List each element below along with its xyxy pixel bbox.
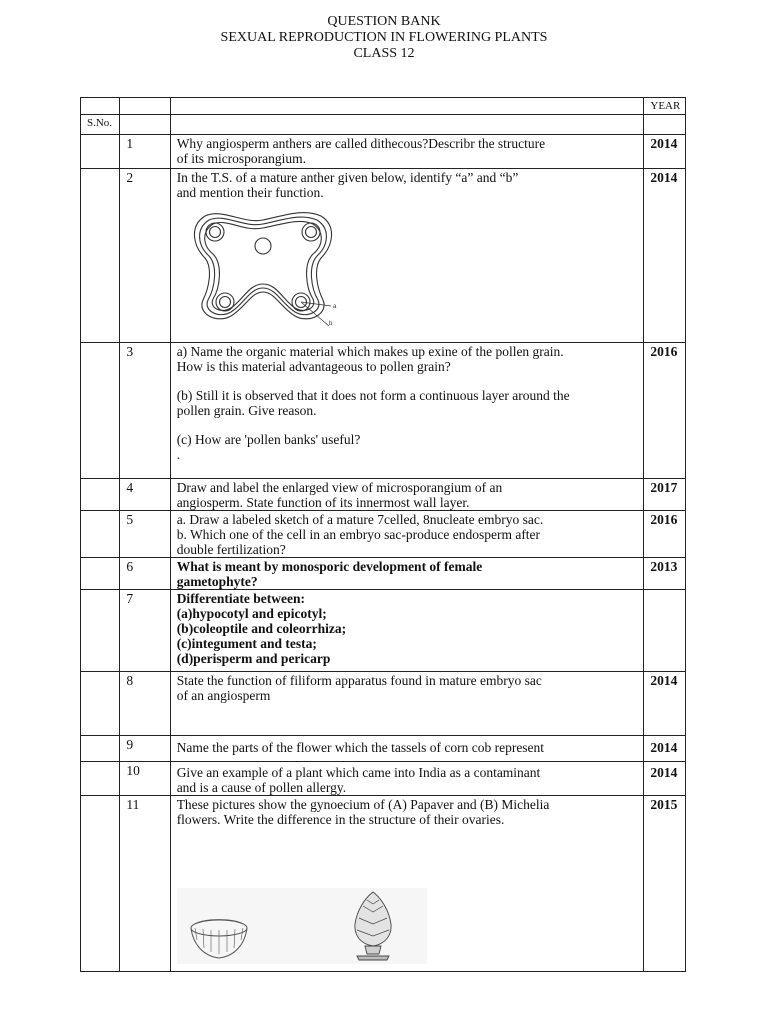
question-text: Give an example of a plant which came into India as a contaminant and is a cause of pollen allergy. [170,762,644,796]
question-year: 2014 [644,762,686,796]
question-year: 2015 [644,796,686,972]
question-number: 5 [120,511,170,558]
question-number: 1 [120,135,170,169]
anther-ts-figure [183,206,343,326]
table-row [81,762,686,796]
question-number: 10 [120,762,170,796]
question-year: 2017 [644,479,686,511]
header-title: QUESTION BANK [327,14,441,29]
table-row [81,511,686,558]
question-year: 2014 [644,169,686,343]
question-text: Why angiosperm anthers are called dithecous?Describr the structure of its microsporangium. [170,135,644,169]
table-row [81,343,686,479]
question-number: 9 [120,736,170,762]
question-text: In the T.S. of a mature anther given below, identify “a” and “b” and mention their function. a b [170,169,644,343]
question-text: Name the parts of the flower which the tassels of corn cob represent [170,736,644,762]
question-table [80,97,686,972]
table-row [81,736,686,762]
table-row [81,98,686,115]
question-text: a. Draw a labeled sketch of a mature 7celled, 8nucleate embryo sac. b. Which one of the cell in an embryo sac-produce endosperm after double fertilization? [170,511,644,558]
question-text: Differentiate between: (a)hypocotyl and epicotyl; (b)coleoptile and coleorrhiza; (c)integument and testa; (d)perisperm and pericarp [170,590,644,672]
question-text: a) Name the organic material which makes up exine of the pollen grain. How is this material advantageous to pollen grain? (b) Still it is observed that it does not form a continuous layer around the pollen grain. Give reason. (c) How are 'pollen banks' useful? . [170,343,644,479]
table-row [81,479,686,511]
question-year: 2014 [644,736,686,762]
question-text: State the function of filiform apparatus found in mature embryo sac of an angiosperm [170,672,644,736]
question-number: 6 [120,558,170,590]
question-year: 2013 [644,558,686,590]
question-number: 11 [120,796,170,972]
table-row [81,590,686,672]
table-row [81,169,686,343]
header-subtitle: SEXUAL REPRODUCTION IN FLOWERING PLANTS [220,30,548,45]
table-row [81,135,686,169]
table-row [81,672,686,736]
question-number: 3 [120,343,170,479]
figure-label-a: a [332,304,337,310]
sno-header: S.No. [81,115,120,135]
question-text: Draw and label the enlarged view of microsporangium of an angiosperm. State function of its innermost wall layer. [170,479,644,511]
figure-label-b: b [328,321,333,326]
table-row [81,796,686,972]
question-year: 2014 [644,135,686,169]
question-year: 2016 [644,511,686,558]
year-header: YEAR [644,98,686,115]
question-text: What is meant by monosporic development of female gametophyte? [170,558,644,590]
question-year: 2016 [644,343,686,479]
question-text: These pictures show the gynoecium of (A) Papaver and (B) Michelia flowers. Write the difference in the structure of their ovaries. [170,796,644,972]
question-number: 2 [120,169,170,343]
table-row [81,115,686,135]
table-row [81,558,686,590]
question-number: 8 [120,672,170,736]
question-year: 2014 [644,672,686,736]
document-header [0,14,768,62]
question-number: 7 [120,590,170,672]
gynoecium-figure [177,888,427,964]
question-year [644,590,686,672]
question-number: 4 [120,479,170,511]
header-class: CLASS 12 [353,46,415,61]
